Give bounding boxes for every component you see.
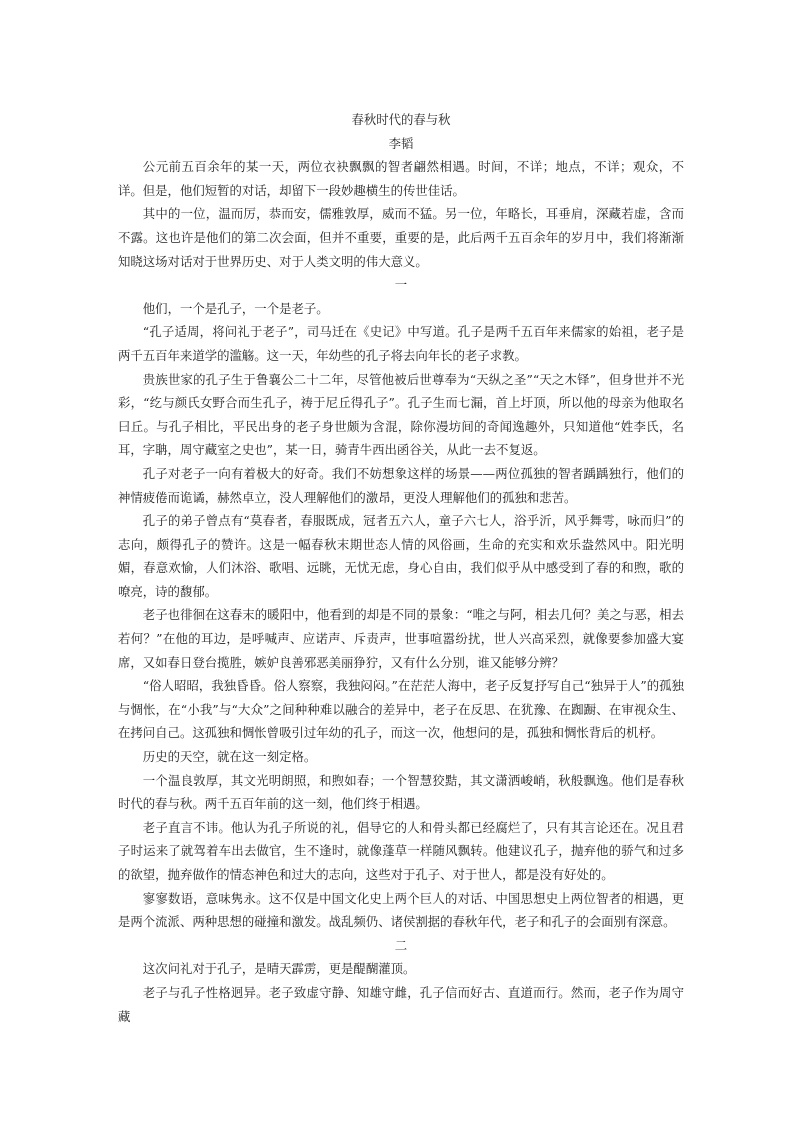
article-title: 春秋时代的春与秋: [351, 112, 451, 127]
section-heading-1: 一: [394, 277, 408, 293]
section-heading-2: 二: [394, 937, 408, 953]
body-paragraph: 孔子对老子一向有着极大的好奇。我们不妨想象这样的场景——两位孤独的智者踽踽独行，他们的神情疲倦而诡谲，赫然卓立，没人理解他们的激昂，更没人理解他们的孤独和悲苦。: [118, 465, 684, 505]
body-paragraph: 老子也徘徊在这春末的暖阳中，他看到的却是不同的景象：“唯之与阿，相去几何？美之与恶，相去若何？”在他的耳边，是呼喊声、应诺声、斥责声，世事喧嚣纷扰，世人兴高采烈，就像要参加盛大宴席，又如春日登台揽胜，嫉妒良善邪恶美丽狰狞，又有什么分别，谁又能够分辨？: [118, 607, 684, 670]
document-page: [118, 108, 684, 1028]
intro-paragraph: 公元前五百余年的某一天，两位衣袂飘飘的智者翩然相遇。时间，不详；地点，不详；观众，不详。但是，他们短暂的对话，却留下一段妙趣横生的传世佳话。: [118, 159, 684, 198]
body-paragraph: 历史的天空，就在这一刻定格。: [142, 749, 317, 765]
intro-paragraph: 其中的一位，温而厉，恭而安，儒雅敦厚，威而不猛。另一位，年略长，耳垂肩，深藏若虚，含而不露。这也许是他们的第二次会面，但并不重要，重要的是，此后两千五百余年的岁月中，我们将渐渐知晓这场对话对于世界历史、对于人类文明的伟大意义。: [118, 206, 684, 269]
article-author: 李韬: [388, 135, 414, 151]
body-paragraph: 贵族世家的孔子生于鲁襄公二十二年，尽管他被后世尊奉为“天纵之圣”“天之木铎”，但身世并不光彩，“纥与颜氏女野合而生孔子，祷于尼丘得孔子”。孔子生而七漏，首上圩顶，所以他的母亲为他取名曰丘。与孔子相比，平民出身的老子身世颇为含混，除你漫坊间的奇闻逸趣外，只知道他“姓李氏，名耳，字聃，周守藏室之史也”，某一日，骑青牛西出函谷关，从此一去不复返。: [118, 371, 684, 458]
body-paragraph: 这次问礼对于孔子，是晴天霹雳，更是醍醐灌顶。: [142, 961, 416, 977]
body-paragraph: “孔子适周，将问礼于老子”，司马迁在《史记》中写道。孔子是两千五百年来儒家的始祖，老子是两千五百年来道学的滥觞。这一天，年幼些的孔子将去向年长的老子求教。: [118, 324, 684, 363]
body-paragraph: 老子与孔子性格迥异。老子致虚守静、知雄守雌，孔子信而好古、直道而行。然而，老子作为周守藏: [118, 984, 684, 1024]
body-paragraph: 一个温良敦厚，其文光明朗照，和煦如春；一个智慧狡黠，其文潇洒峻峭，秋般飘逸。他们是春秋时代的春与秋。两千五百年前的这一刻，他们终于相遇。: [118, 772, 684, 812]
body-paragraph: 他们，一个是孔子，一个是老子。: [142, 300, 329, 316]
body-paragraph: “俗人昭昭，我独昏昏。俗人察察，我独闷闷。”在茫茫人海中，老子反复抒写自己“独异于人”的孤独与惆怅，在“小我”与“大众”之间种种难以融合的差异中，老子在反思、在犹豫、在踟蹰、在审视众生、在拷问自己。这孤独和惆怅曾吸引过年幼的孔子，而这一次，他想问的是，孤独和惆怅背后的机杼。: [118, 678, 684, 741]
body-paragraph: 寥寥数语，意味隽永。这不仅是中国文化史上两个巨人的对话、中国思想史上两位智者的相遇，更是两个流派、两种思想的碰撞和激发。战乱频仍、诸侯割据的春秋年代，老子和孔子的会面别有深意。: [118, 890, 684, 930]
body-paragraph: 老子直言不讳。他认为孔子所说的礼，倡导它的人和骨头都已经腐烂了，只有其言论还在。况且君子时运来了就驾着车出去做官，生不逢时，就像蓬草一样随风飘转。他建议孔子，抛弃他的骄气和过多的欲望，抛弃做作的情态神色和过大的志向，这些对于孔子、对于世人，都是没有好处的。: [118, 819, 684, 882]
body-paragraph: 孔子的弟子曾点有“莫春者，春服既成，冠者五六人，童子六七人，浴乎沂，风乎舞雩，咏而归”的志向，颇得孔子的赞许。这是一幅春秋末期世态人情的风俗画，生命的充实和欢乐盎然风中。阳光明媚，春意欢愉，人们沐浴、歌唱、远眺，无忧无虑，身心自由，我们似乎从中感受到了春的和煦，歌的嘹亮，诗的馥郁。: [118, 513, 684, 599]
